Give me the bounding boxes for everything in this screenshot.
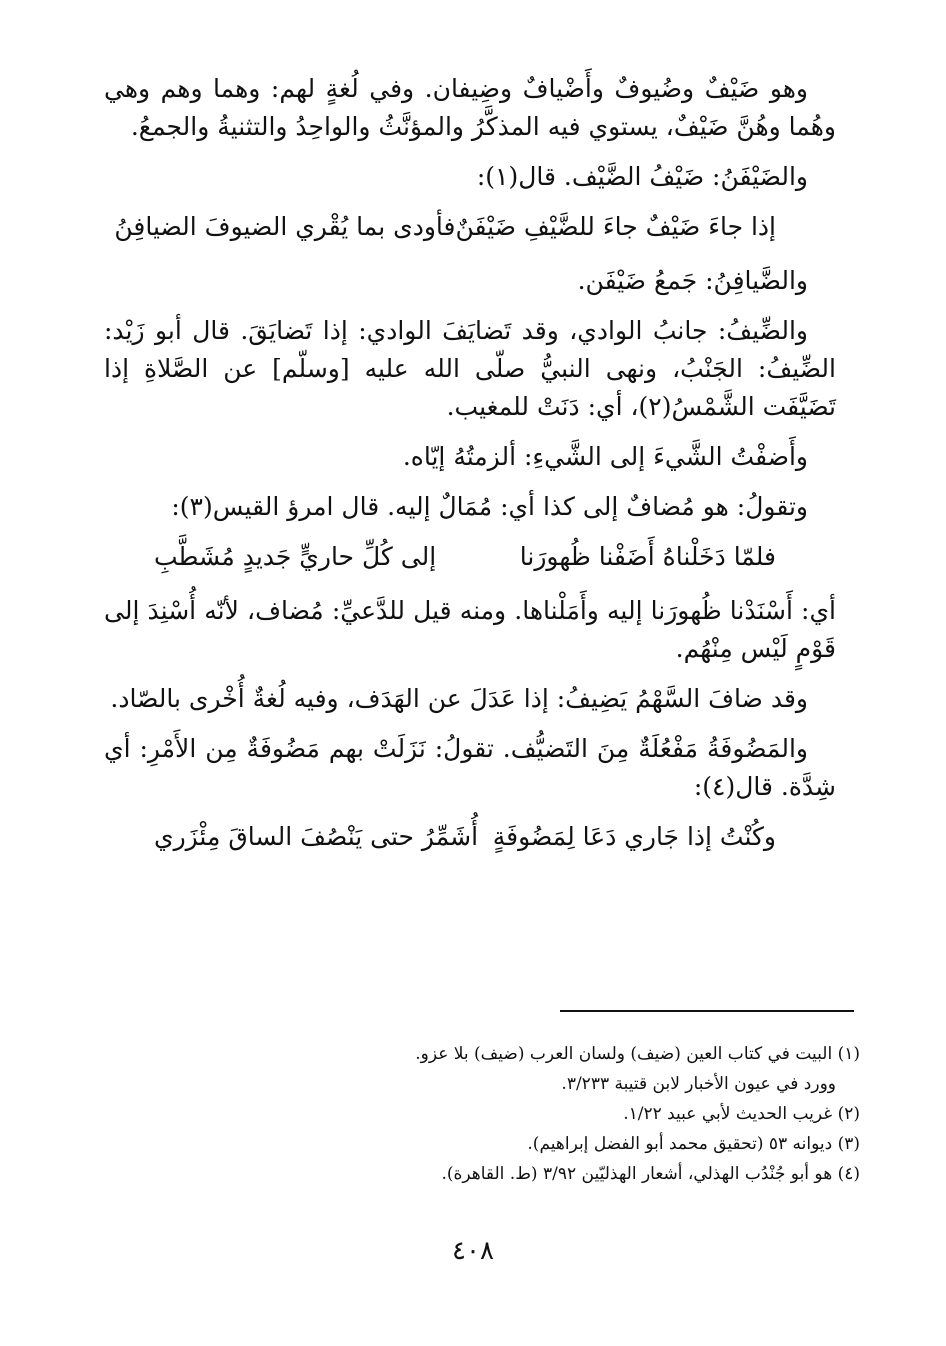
paragraph: أي: أَسْنَدْنا ظُهورَنا إليه وأَمَلْناها. ومنه قيل للدَّعيِّ: مُضاف، لأنّه أُسْنِدَ إلى قَوْمٍ لَيْس مِنْهُم. xyxy=(104,596,836,663)
verse-first-hemistich: فلمّا دَخَلْناهُ أَضَفْنا ظُهورَنا xyxy=(519,542,776,571)
paragraph: وتقولُ: هو مُضافٌ إلى كذا أي: مُمَالٌ إليه. قال امرؤ القيس(٣): xyxy=(171,492,808,521)
verse-first-hemistich: وكُنْتُ إذا جَاري دَعَا لِمَضُوفَةٍ xyxy=(492,822,776,851)
footnotes xyxy=(180,1040,860,1190)
paragraph: والضَيْفَنُ: ضَيْفُ الضَّيْف. قال(١): xyxy=(476,162,808,191)
footnote: (١) البيت في كتاب العين (ضيف) ولسان العرب (ضيف) بلا عزو. xyxy=(415,1044,860,1064)
verse-first-hemistich: إذا جاءَ ضَيْفٌ جاءَ للضَّيْفِ ضَيْفَنٌ xyxy=(455,212,776,241)
footnote: (٣) ديوانه ٥٣ (تحقيق محمد أبو الفضل إبراهيم). xyxy=(527,1134,860,1154)
footnote: (٤) هو أبو جُنْدُب الهذلي، أشعار الهذليّين ٣/٩٢ (ط. القاهرة). xyxy=(441,1164,860,1184)
verse-second-hemistich: أُشَمِّرُ حتى يَنْصُفَ الساقَ مِئْزَري xyxy=(154,822,479,851)
verse-line xyxy=(104,208,836,246)
footnote-separator xyxy=(560,1010,854,1012)
page-number: ٤٠٨ xyxy=(452,1236,494,1266)
verse-line xyxy=(104,538,836,576)
paragraph: وقد ضافَ السَّهْمُ يَضِيفُ: إذا عَدَلَ عن الهَدَف، وفيه لُغةٌ أُخْرى بالصّاد. xyxy=(110,684,808,713)
verse-line xyxy=(104,818,836,856)
verse-second-hemistich: إلى كُلِّ حاريٍّ جَديدٍ مُشَطَّبِ xyxy=(154,542,437,571)
main-text xyxy=(104,70,836,872)
paragraph: وهو ضَيْفٌ وضُيوفٌ وأَضْيافٌ وضِيفان. وفي لُغةٍ لهم: وهما وهم وهي وهُما وهُنَّ ضَيْفٌ، يستوي فيه المذكَّرُ والمؤنَّثُ والواحِدُ والتثنيةُ والجمعُ. xyxy=(104,74,836,141)
paragraph: والضَّيافِنُ: جَمعُ ضَيْفَن. xyxy=(577,266,808,295)
footnote: (٢) غريب الحديث لأبي عبيد ١/٢٢. xyxy=(623,1104,860,1124)
verse-second-hemistich: فأودى بما يُقْري الضيوفَ الضيافِنُ xyxy=(114,212,456,241)
paragraph: وأَضفْتُ الشَّيءَ إلى الشَّيءِ: ألزمتُهُ إيّاه. xyxy=(402,442,808,471)
paragraph: والضِّيفُ: جانبُ الوادي، وقد تَضايَفَ الوادي: إذا تَضايَقَ. قال أبو زَيْد: الضِّيفُ: الجَنْبُ، ونهى النبيُّ صلّى الله عليه [وسلّم] عن الصَّلاةِ إذا تَضَيَّفَت الشَّمْسُ(٢)، أي: دَنَتْ للمغيب. xyxy=(104,316,836,421)
footnote-continuation: وورد في عيون الأخبار لابن قتيبة ٣/٢٣٣. xyxy=(561,1074,836,1094)
paragraph: والمَضُوفَةُ مَفْعُلَةٌ مِنَ التَضيُّف. تقولُ: نَزَلَتْ بهم مَضُوفَةٌ مِن الأَمْرِ: أي شِدَّة. قال(٤): xyxy=(104,734,836,801)
